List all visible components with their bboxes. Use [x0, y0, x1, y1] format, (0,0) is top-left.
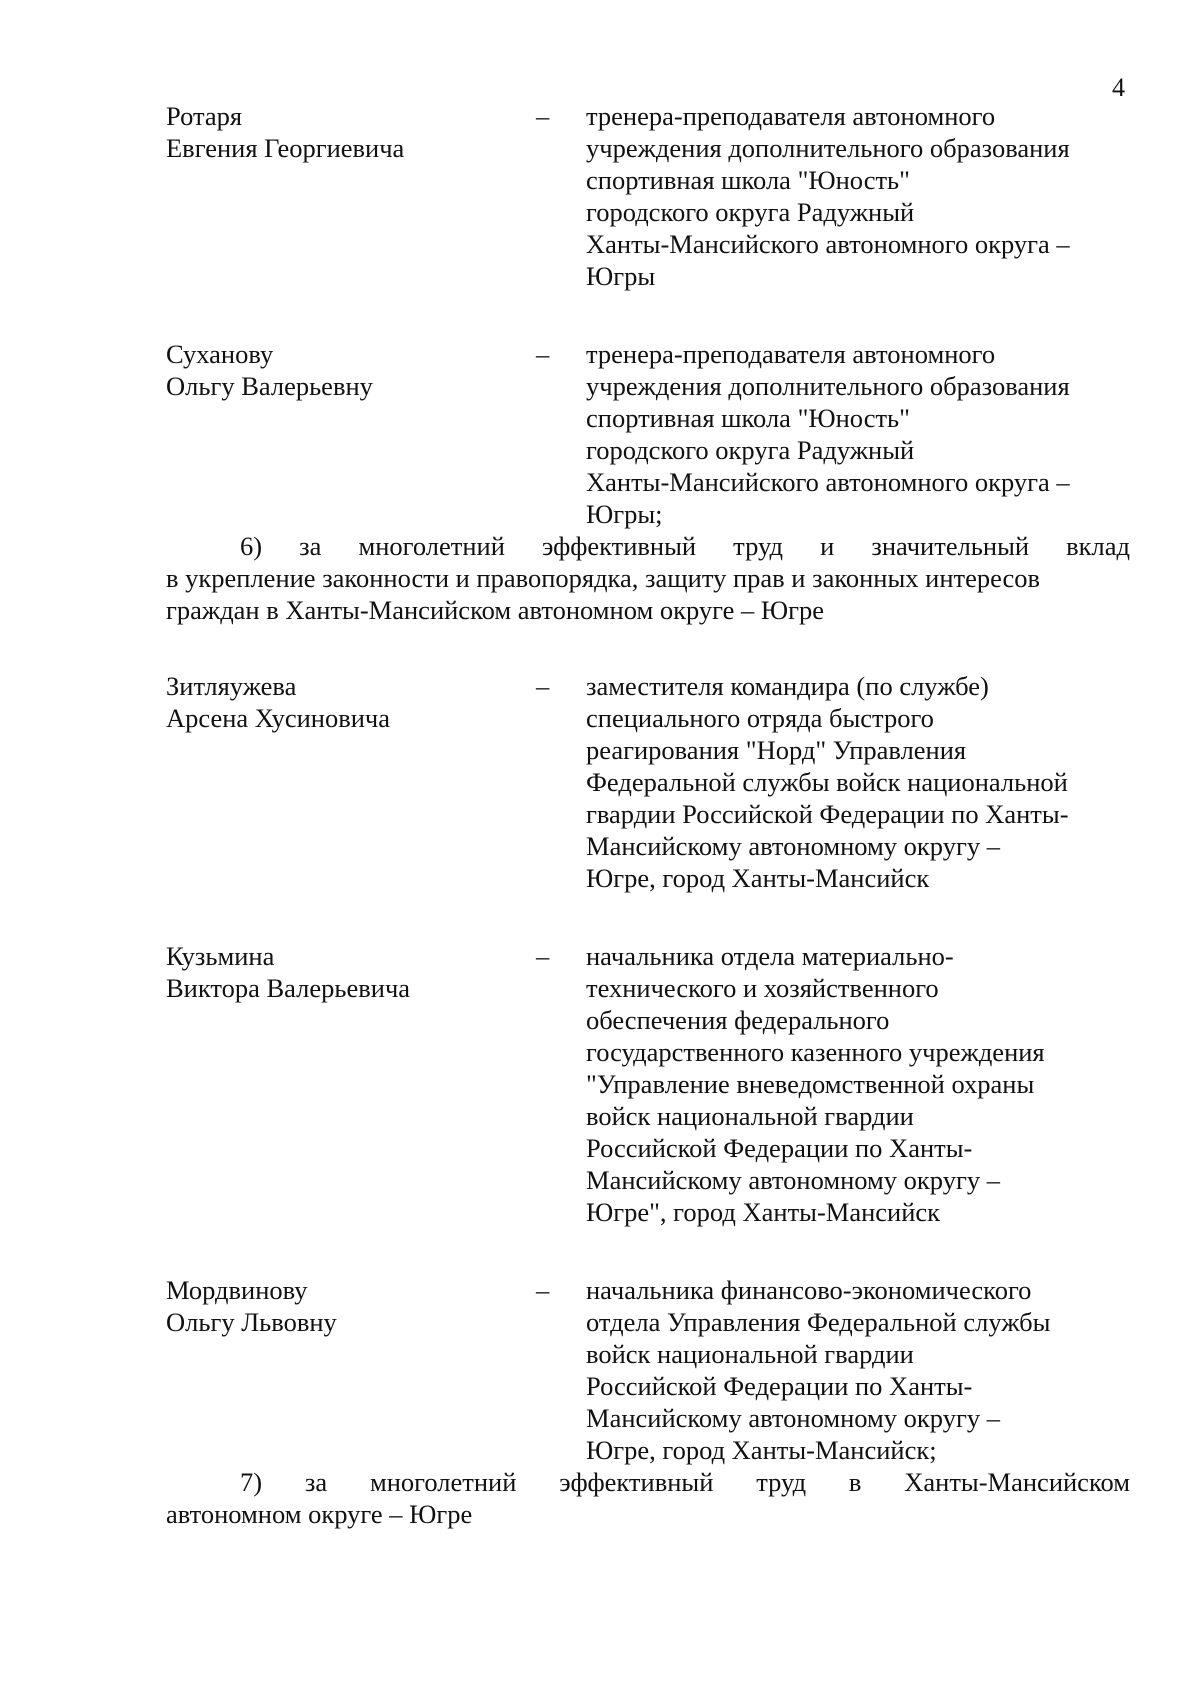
recipient-name — [166, 1274, 536, 1466]
position-line: гвардии Российской Федерации по Ханты- — [586, 799, 1069, 829]
paragraph-line: в укрепление законности и правопорядка, защиту прав и законных интересов — [166, 563, 1041, 593]
name-line: Ротаря — [166, 101, 243, 131]
name-line: Ольгу Львовну — [166, 1307, 337, 1337]
name-line: Зитляужева — [166, 671, 297, 701]
award-entry — [166, 670, 1130, 894]
name-line: Суханову — [166, 339, 274, 369]
award-entry — [166, 1274, 1130, 1466]
recipient-position — [586, 100, 1130, 292]
recipient-name — [166, 338, 536, 530]
entry-dash: – — [536, 339, 550, 369]
position-line: реагирования "Норд" Управления — [586, 735, 967, 765]
award-entry — [166, 100, 1130, 292]
position-line: войск национальной гвардии — [586, 1101, 914, 1131]
position-line: учреждения дополнительного образования — [586, 371, 1070, 401]
recipient-position — [586, 338, 1130, 530]
paragraph-first-line: 7) за многолетний эффективный труд в Ханты-Мансийском — [240, 1467, 1130, 1497]
position-line: Югре, город Ханты-Мансийск; — [586, 1435, 937, 1465]
name-line: Евгения Георгиевича — [166, 133, 405, 163]
position-line: Российской Федерации по Ханты- — [586, 1371, 973, 1401]
position-line: Мансийскому автономному округу – — [586, 831, 1000, 861]
position-line: технического и хозяйственного — [586, 973, 939, 1003]
position-line: отдела Управления Федеральной службы — [586, 1307, 1051, 1337]
position-line: Югре, город Ханты-Мансийск — [586, 863, 930, 893]
position-line: специального отряда быстрого — [586, 703, 934, 733]
award-entry — [166, 940, 1130, 1228]
name-line: Арсена Хусиновича — [166, 703, 391, 733]
position-line: Ханты-Мансийского автономного округа – — [586, 467, 1070, 497]
position-line: спортивная школа "Юность" — [586, 403, 910, 433]
position-line: Югре", город Ханты-Мансийск — [586, 1197, 941, 1227]
position-line: тренера-преподавателя автономного — [586, 101, 996, 131]
position-line: Федеральной службы войск национальной — [586, 767, 1068, 797]
position-line: Российской Федерации по Ханты- — [586, 1133, 973, 1163]
position-line: Югры — [586, 261, 656, 291]
position-line: городского округа Радужный — [586, 435, 915, 465]
name-line: Виктора Валерьевича — [166, 973, 411, 1003]
paragraph-line: граждан в Ханты-Мансийском автономном округе – Югре — [166, 595, 825, 625]
paragraph-first-line: 6) за многолетний эффективный труд и значительный вклад — [240, 531, 1130, 561]
position-line: городского округа Радужный — [586, 197, 915, 227]
position-line: Ханты-Мансийского автономного округа – — [586, 229, 1070, 259]
position-line: Мансийскому автономному округу – — [586, 1165, 1000, 1195]
page-number: 4 — [1112, 73, 1125, 102]
paragraph-line: автономном округе – Югре — [166, 1499, 473, 1529]
position-line: начальника финансово-экономического — [586, 1275, 1032, 1305]
position-line: войск национальной гвардии — [586, 1339, 914, 1369]
name-line: Кузьмина — [166, 941, 275, 971]
position-line: "Управление вневедомственной охраны — [586, 1069, 1035, 1099]
entry-dash: – — [536, 1275, 550, 1305]
paragraph-6 — [166, 530, 1130, 626]
recipient-position — [586, 940, 1130, 1228]
entry-dash: – — [536, 671, 550, 701]
entry-dash: – — [536, 101, 550, 131]
position-line: государственного казенного учреждения — [586, 1037, 1045, 1067]
position-line: обеспечения федерального — [586, 1005, 890, 1035]
award-entry — [166, 338, 1130, 530]
entry-dash: – — [536, 941, 550, 971]
recipient-name — [166, 940, 536, 1228]
recipient-position — [586, 670, 1130, 894]
position-line: спортивная школа "Юность" — [586, 165, 910, 195]
recipient-name — [166, 100, 536, 292]
position-line: Мансийскому автономному округу – — [586, 1403, 1000, 1433]
position-line: начальника отдела материально- — [586, 941, 954, 971]
document-body — [166, 100, 1130, 1530]
position-line: Югры; — [586, 499, 663, 529]
paragraph-7 — [166, 1466, 1130, 1530]
recipient-position — [586, 1274, 1130, 1466]
recipient-name — [166, 670, 536, 894]
position-line: заместителя командира (по службе) — [586, 671, 989, 701]
name-line: Ольгу Валерьевну — [166, 371, 373, 401]
name-line: Мордвинову — [166, 1275, 308, 1305]
position-line: учреждения дополнительного образования — [586, 133, 1070, 163]
position-line: тренера-преподавателя автономного — [586, 339, 996, 369]
